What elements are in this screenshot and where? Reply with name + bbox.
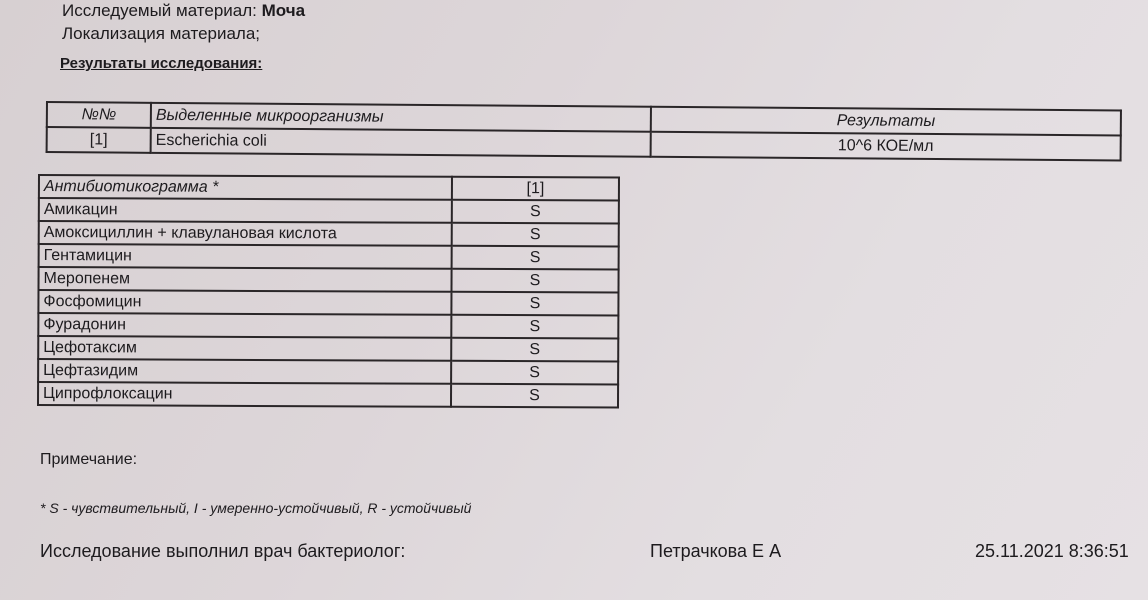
drug-result: S — [452, 246, 619, 270]
table-row — [38, 290, 618, 316]
antibiogram-header-row — [39, 175, 619, 201]
drug-name: Гентамицин — [39, 244, 452, 269]
drug-name: Амикацин — [39, 198, 452, 223]
material-value: Моча — [261, 1, 306, 20]
table-row — [39, 198, 619, 224]
performer-label: Исследование выполнил врач бактериолог: — [40, 541, 406, 561]
header-organisms: Выделенные микроорганизмы — [151, 103, 651, 132]
antibiogram-table — [37, 174, 620, 409]
drug-name: Цефтазидим — [38, 359, 451, 384]
organism-number: [1] — [47, 127, 151, 153]
drug-name: Фосфомицин — [38, 290, 451, 315]
table-row — [38, 267, 618, 293]
antibiogram-column-header: [1] — [452, 177, 619, 201]
drug-name: Амоксициллин + клавулановая кислота — [39, 221, 452, 246]
doctor-name: Петрачкова Е А — [650, 541, 782, 561]
table-row — [38, 313, 618, 339]
note-label: Примечание: — [40, 451, 138, 468]
drug-name: Фурадонин — [38, 313, 451, 338]
drug-result: S — [451, 361, 618, 385]
table-row — [39, 244, 619, 270]
antibiogram-header: Антибиотикограмма * — [39, 175, 452, 200]
drug-result: S — [451, 292, 618, 316]
organisms-table — [46, 101, 1122, 161]
table-row — [38, 359, 618, 385]
material-label: Исследуемый материал: — [62, 1, 257, 20]
drug-result: S — [451, 338, 618, 362]
header-results: Результаты — [651, 107, 1121, 136]
results-heading: Результаты исследования: — [60, 55, 263, 72]
table-row — [38, 336, 618, 362]
organism-result: 10^6 КОЕ/мл — [651, 132, 1121, 161]
legend-text: * S - чувствительный, I - умеренно-устойчивый, R - устойчивый — [40, 500, 472, 516]
localization-label: Локализация материала; — [62, 24, 261, 43]
table-row — [39, 221, 619, 247]
drug-name: Ципрофлоксацин — [38, 382, 451, 407]
drug-result: S — [452, 200, 619, 224]
header-number: №№ — [47, 102, 151, 128]
report-datetime: 25.11.2021 8:36:51 — [975, 541, 1129, 561]
table-row — [38, 382, 618, 408]
drug-result: S — [451, 269, 618, 293]
drug-result: S — [452, 223, 619, 247]
drug-name: Цефотаксим — [38, 336, 451, 361]
drug-name: Меропенем — [38, 267, 451, 292]
material-line — [62, 1, 305, 21]
drug-result: S — [451, 315, 618, 339]
organism-name: Escherichia coli — [151, 128, 651, 157]
drug-result: S — [451, 384, 618, 408]
